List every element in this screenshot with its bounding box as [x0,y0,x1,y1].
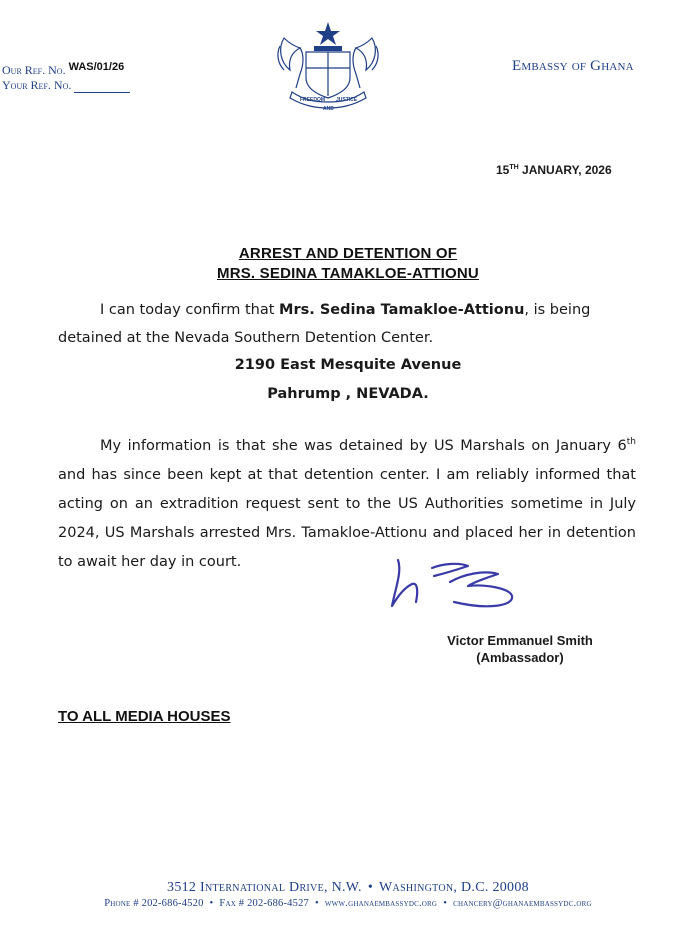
title-line-2: MRS. SEDINA TAMAKLOE-ATTIONU [217,265,479,282]
footer-city: Washington, D.C. 20008 [379,880,529,895]
p1-suffix: , is being detained at the Nevada Southern Detention Center. [58,302,591,346]
footer-phone: Phone # 202-686-4520 [104,898,204,909]
addressee: TO ALL MEDIA HOUSES [58,708,231,725]
embassy-name: Embassy of Ghana [512,58,634,74]
our-ref-label: Our Ref. No. [2,63,66,77]
p2-part1: My information is that she was detained by US Marshals on January 6 [100,437,627,454]
our-ref [2,63,124,78]
paragraph-1 [58,296,636,352]
p1-prefix: I can today confirm that [100,302,280,318]
motto-justice: JUSTICE [336,97,358,103]
letter-date [496,163,612,177]
paragraph-2 [58,428,636,577]
ghana-coat-of-arms-icon [274,18,382,112]
signer-title: (Ambassador) [476,650,564,665]
handwritten-signature-icon [388,552,538,618]
footer-address: 3512 International Drive, N.W. • Washington, D.C. 20008 [167,880,529,895]
title-line-1: ARREST AND DETENTION OF [238,245,458,262]
your-ref-blank-line [74,83,130,93]
p2-part2: and has since been kept at that detention center. I am reliably informed that acting on an extradition request sent to the US Authorities sometime in July 2024, US Marshals arrested Mrs. Tamakloe-Attionu and placed her in detention to await her day in court. [58,466,636,570]
your-ref [2,78,130,93]
address-line-2: Pahrump , NEVADA. [267,386,429,402]
your-ref-label: Your Ref. No. [2,78,72,92]
date-rest: JANUARY, 2026 [522,163,612,177]
footer-fax: Fax # 202-686-4527 [219,898,309,909]
footer-website: www.ghanaembassydc.org [324,898,438,909]
footer-street: 3512 International Drive, N.W. [167,880,362,895]
date-day: 15 [496,163,510,177]
footer-contacts: Phone # 202-686-4520 • Fax # 202-686-4527 • www.ghanaembassydc.org • chancery@ghanaembassydc.org [104,898,592,909]
date-suffix: TH [509,164,519,171]
p1-name: Mrs. Sedina Tamakloe-Attionu [279,302,525,318]
address-line-1: 2190 East Mesquite Avenue [234,357,462,373]
p2-sup: th [626,437,636,447]
footer-email: chancery@ghanaembassydc.org [453,898,592,909]
signer-name: Victor Emmanuel Smith [447,633,593,648]
motto-and: AND [323,106,334,112]
our-ref-value: WAS/01/26 [68,61,125,73]
motto-freedom: FREEDOM [300,97,325,103]
